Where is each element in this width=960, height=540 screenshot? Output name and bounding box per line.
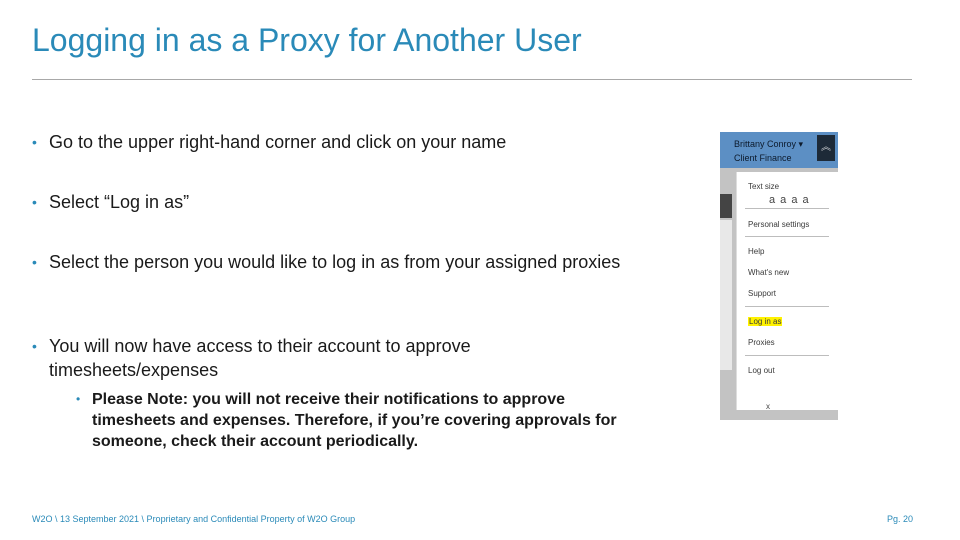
- bullet-dot-icon: •: [32, 194, 37, 210]
- menu-divider: [745, 208, 829, 209]
- bullet-3: [32, 250, 632, 274]
- edit-icon: [720, 194, 732, 218]
- user-name-menu[interactable]: Brittany Conroy ▾: [734, 139, 804, 149]
- menu-divider: [745, 236, 829, 237]
- slide-title: Logging in as a Proxy for Another User: [32, 22, 582, 58]
- menu-text-size-label: Text size: [748, 182, 780, 191]
- bullet-2: [32, 190, 672, 214]
- bullet-1-text: Go to the upper right-hand corner and click on your name: [49, 132, 507, 152]
- sub-bullet-dot-icon: •: [76, 392, 81, 406]
- sub-bullet-text: Please Note: you will not receive their notifications to approve timesheets and expenses. Therefore, if you’re covering approvals for someone, check their account periodically.: [92, 391, 617, 450]
- menu-log-out[interactable]: Log out: [748, 366, 775, 375]
- close-icon[interactable]: x: [766, 402, 770, 411]
- bullet-dot-icon: •: [32, 254, 37, 270]
- bullet-2-text: Select “Log in as”: [49, 192, 190, 212]
- user-dropdown-menu: [736, 172, 838, 410]
- menu-proxies[interactable]: Proxies: [748, 338, 775, 347]
- menu-personal-settings[interactable]: Personal settings: [748, 220, 810, 229]
- menu-divider: [745, 306, 829, 307]
- page-number: Pg. 20: [887, 514, 914, 524]
- bullet-dot-icon: •: [32, 134, 37, 150]
- bullet-1: [32, 130, 672, 154]
- bullet-4: [32, 334, 552, 382]
- menu-whats-new[interactable]: What's new: [748, 268, 790, 277]
- org-name: Client Finance: [734, 153, 792, 163]
- collapse-icon[interactable]: ︽: [817, 135, 835, 161]
- menu-log-in-as[interactable]: [748, 317, 782, 326]
- screenshot-header-bar: [720, 132, 838, 168]
- menu-divider: [745, 355, 829, 356]
- menu-support[interactable]: Support: [748, 289, 777, 298]
- bullet-4-text: You will now have access to their account to approve timesheets/expenses: [49, 336, 471, 380]
- screenshot-panel: [720, 220, 732, 370]
- text-size-options[interactable]: a a a a: [769, 194, 810, 206]
- footer-text: W2O \ 13 September 2021 \ Proprietary and Confidential Property of W2O Group: [32, 514, 356, 524]
- sub-bullet: [76, 389, 636, 452]
- menu-help[interactable]: Help: [748, 247, 765, 256]
- log-in-as-highlight: Log in as: [749, 317, 782, 326]
- bullet-3-text: Select the person you would like to log in as from your assigned proxies: [49, 252, 621, 272]
- menu-screenshot: [720, 132, 838, 420]
- title-divider: [32, 79, 912, 80]
- bullet-dot-icon: •: [32, 338, 37, 354]
